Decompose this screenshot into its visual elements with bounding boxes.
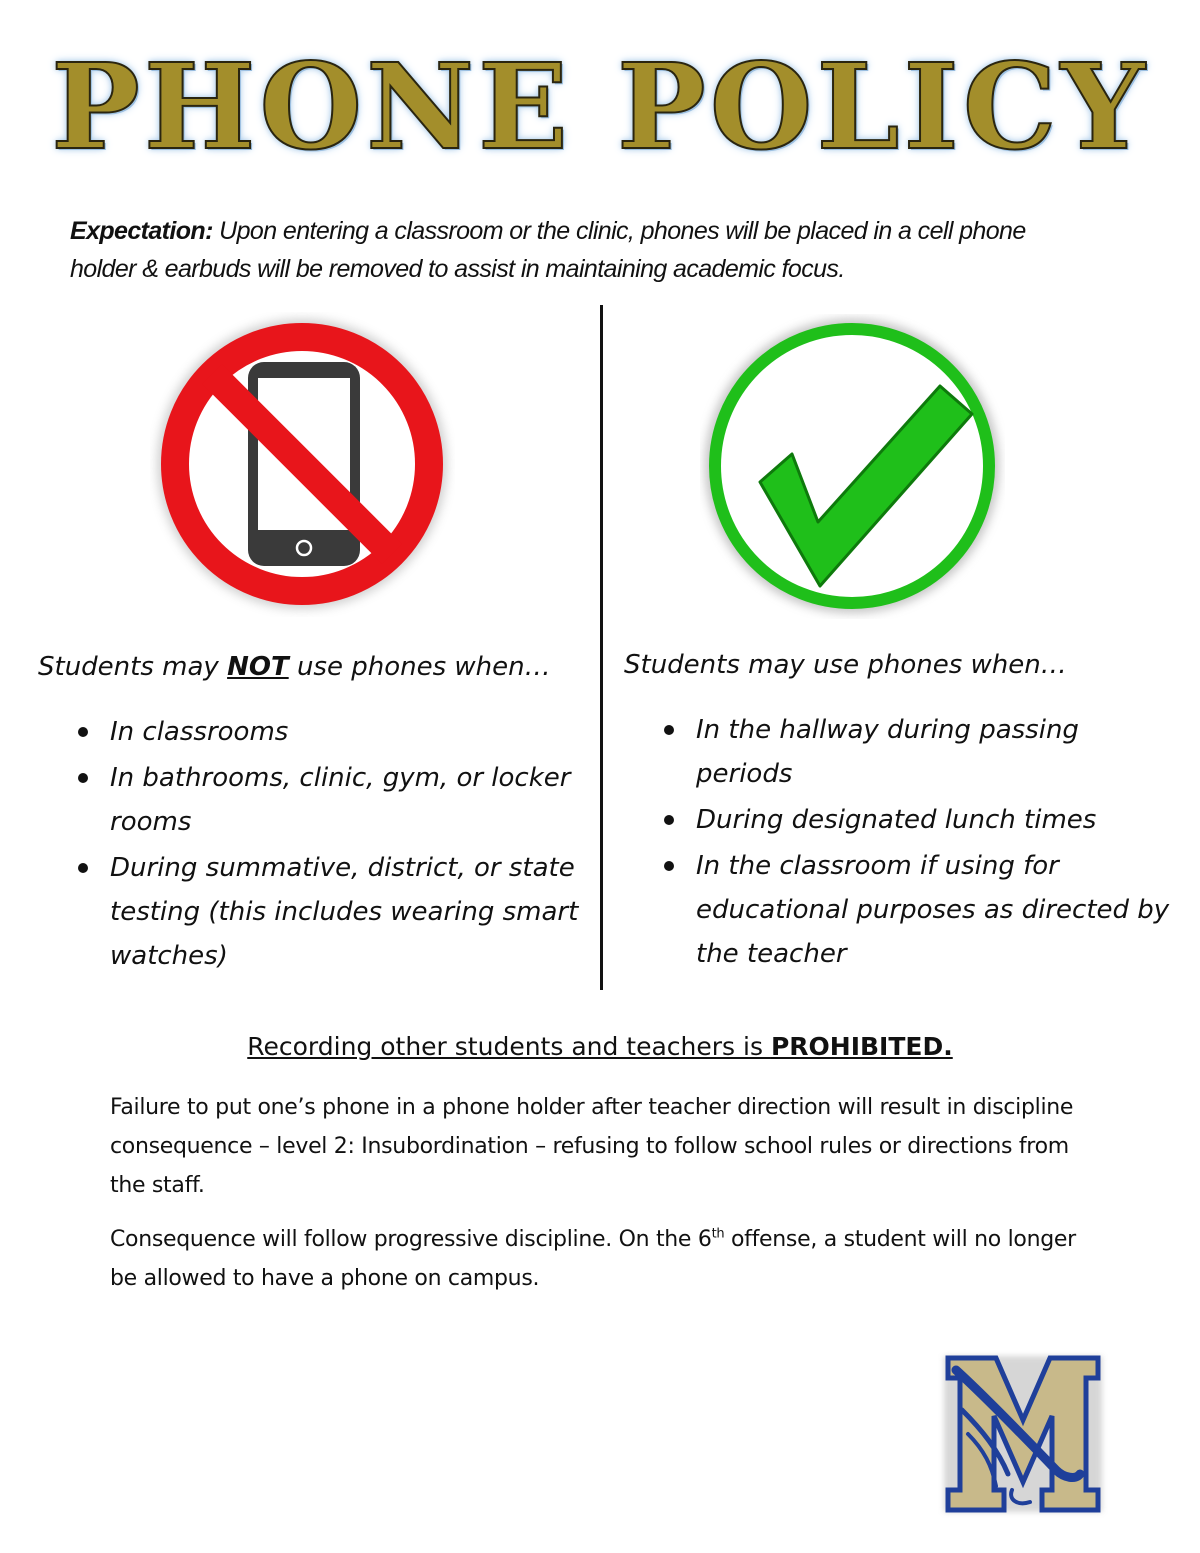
not-allowed-heading-pre: Students may [38,652,228,682]
school-logo-icon [938,1350,1108,1518]
failure-consequence-paragraph: Failure to put one’s phone in a phone holder after teacher direction will result in discipline consequence – level 2: Insubordination – refusing to follow school rules or directions from the staff. [110,1095,1074,1198]
para2-superscript: th [711,1226,725,1242]
recording-prohibited-notice [0,1032,1200,1061]
list-item: In bathrooms, clinic, gym, or locker rooms [74,756,594,844]
expectation-body: Upon entering a classroom or the clinic, phones will be placed in a cell phone holder & earbuds will be removed to assist in maintaining academic focus. [70,217,1026,283]
para2-pre: Consequence will follow progressive discipline. On the 6 [110,1227,712,1252]
list-item: In the hallway during passing periods [660,708,1180,796]
expectation-label: Expectation: [70,217,213,245]
list-item: In classrooms [74,710,594,754]
column-divider [600,305,603,990]
allowed-heading: Students may use phones when… [624,650,1067,680]
list-item: During summative, district, or state testing (this includes wearing smart watches) [74,846,594,978]
para2-post: offense, a student will no longer be allowed to have a phone on campus. [110,1227,1076,1291]
not-emphasis: NOT [227,652,289,682]
prohibited-text: Recording other students and teachers is [247,1032,771,1061]
not-allowed-heading [38,652,551,682]
allowed-list [660,708,1180,978]
not-allowed-heading-post: use phones when… [288,652,551,682]
list-item: In the classroom if using for educational purposes as directed by the teacher [660,844,1180,976]
not-allowed-list [74,710,594,980]
progressive-discipline-paragraph [110,1220,1100,1298]
expectation-text [70,212,1090,288]
prohibited-emphasis: PROHIBITED. [770,1032,953,1061]
page-title: PHONE POLICY [51,37,1149,176]
checkmark-icon [700,314,1005,619]
list-item: During designated lunch times [660,798,1180,842]
no-phone-icon [150,312,455,617]
